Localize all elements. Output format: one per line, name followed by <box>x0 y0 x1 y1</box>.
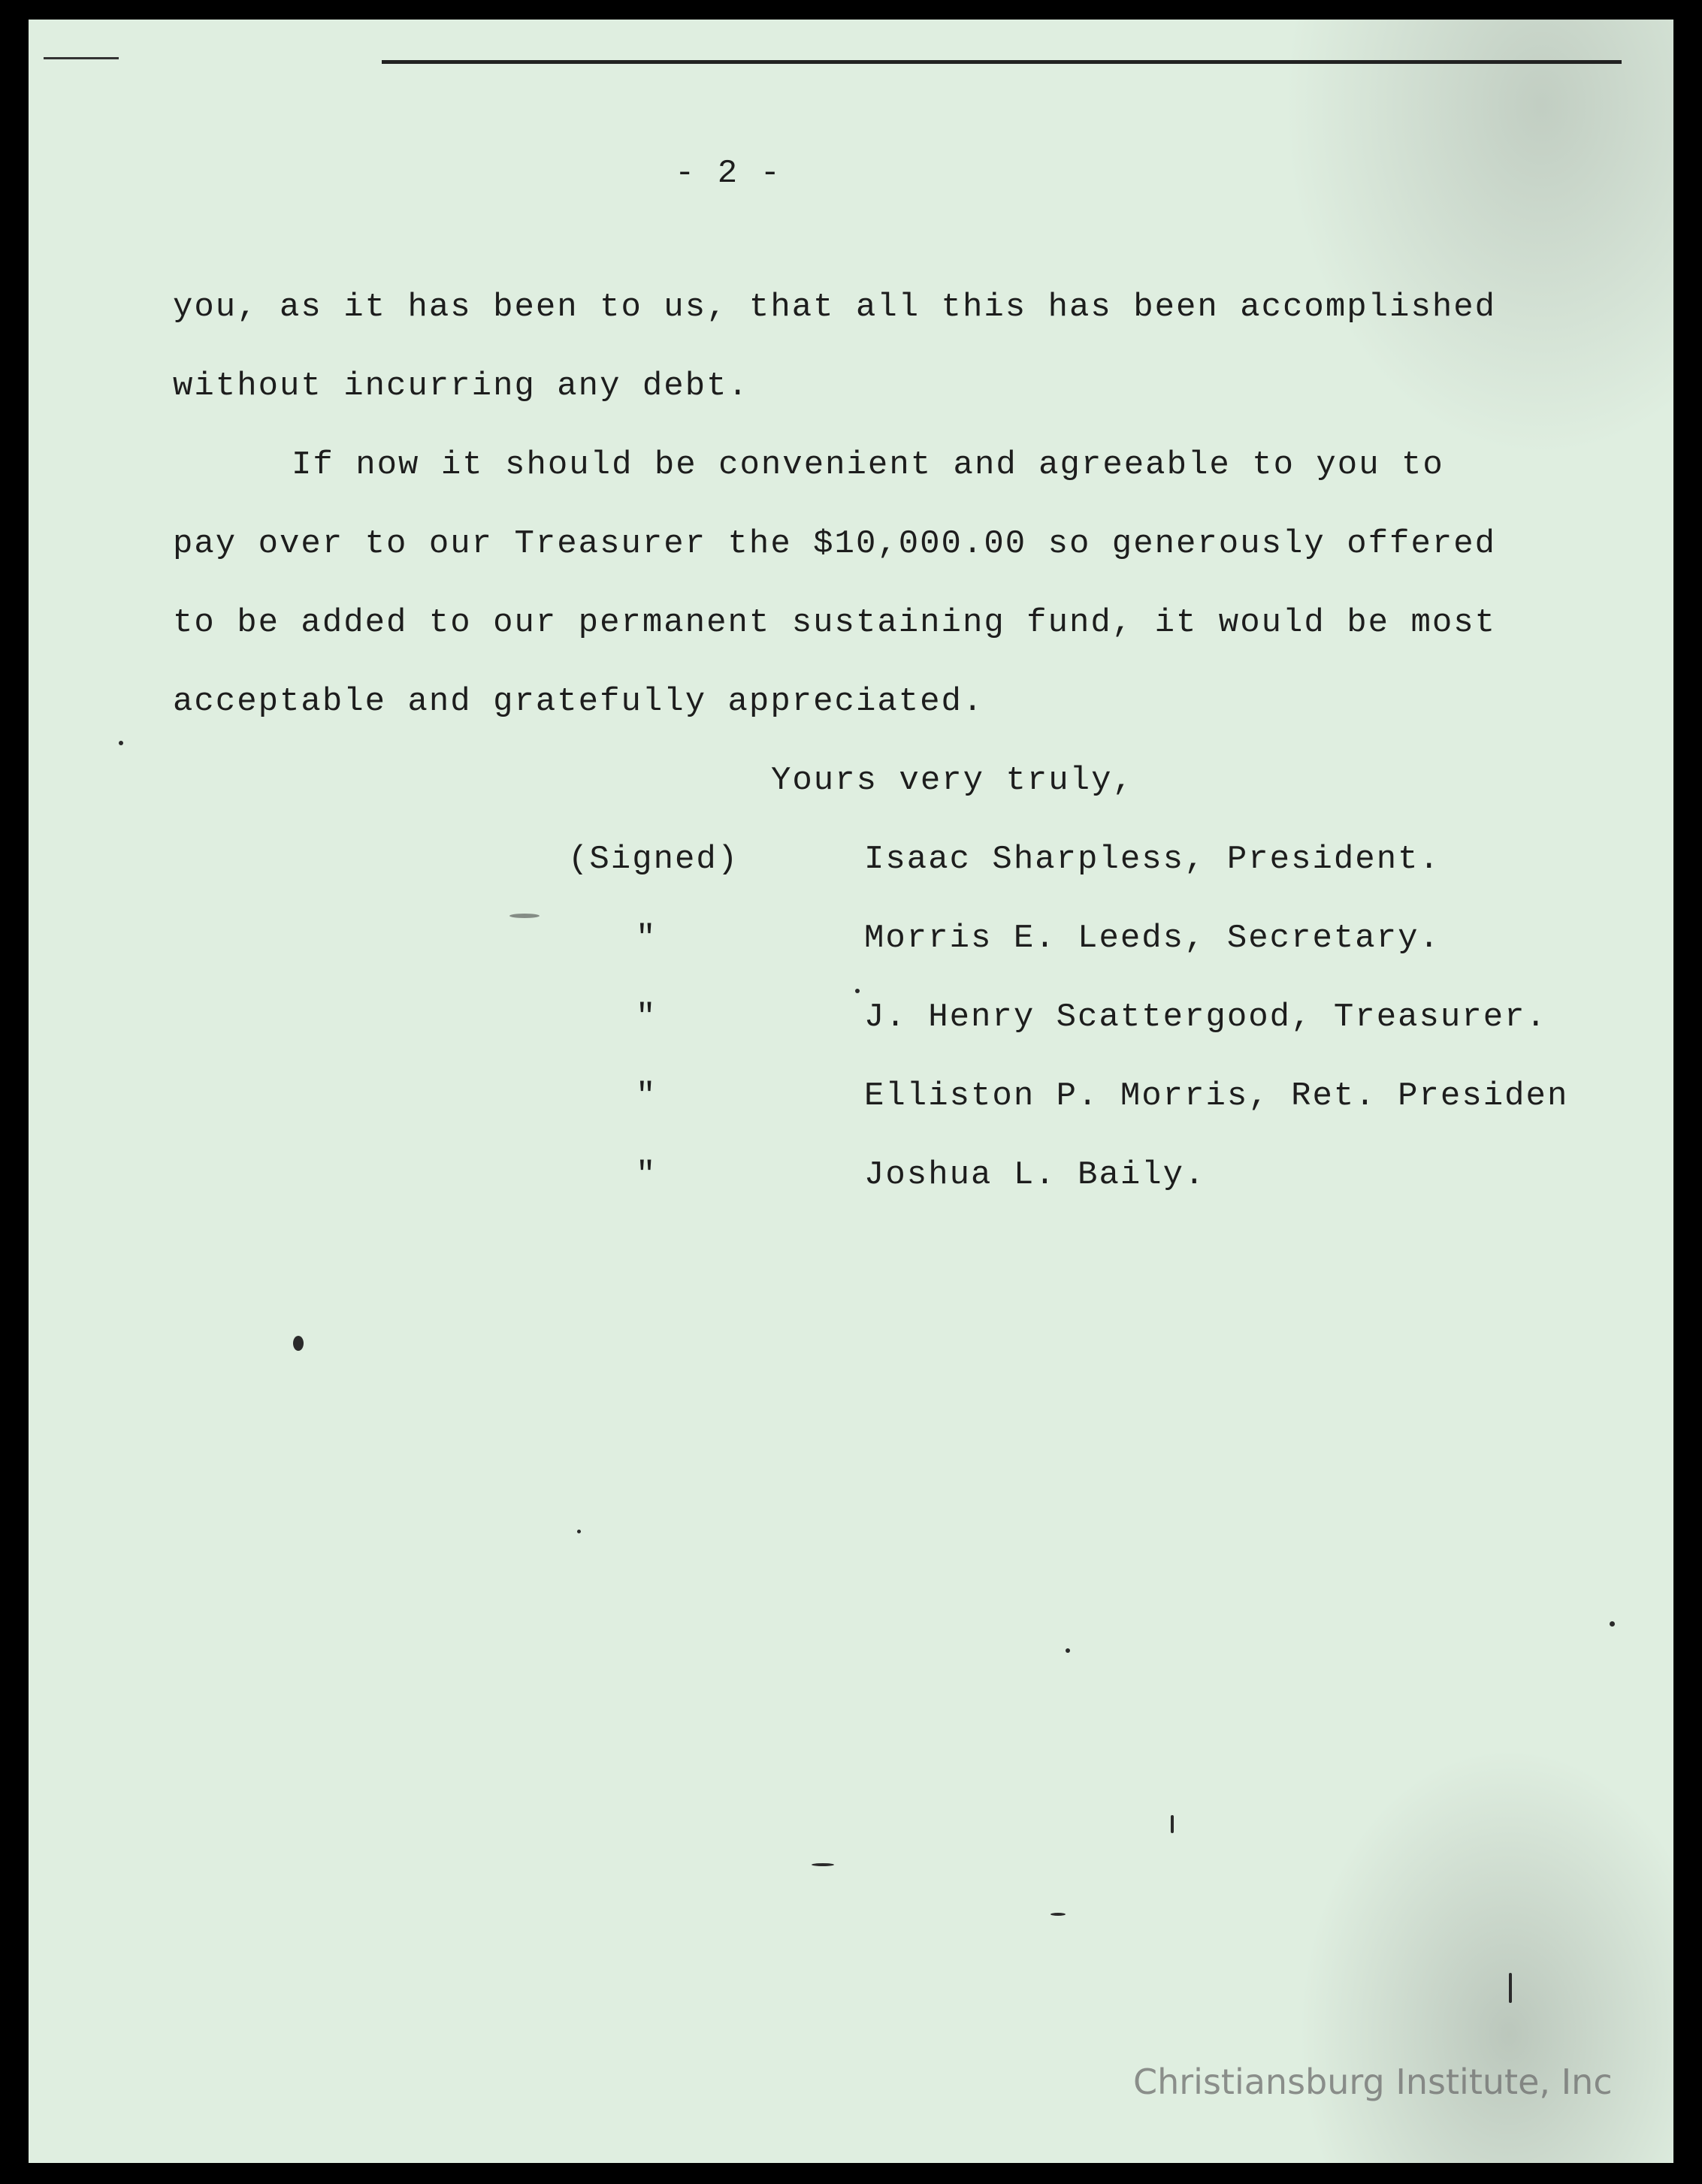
body-line-3: If now it should be convenient and agreeable to you to <box>292 446 1444 484</box>
signatory-treasurer: J. Henry Scattergood, Treasurer. <box>864 998 1547 1036</box>
scan-speck <box>855 989 860 993</box>
scan-speck <box>1051 1913 1066 1916</box>
body-line-4: pay over to our Treasurer the $10,000.00 so generously offered <box>173 525 1497 563</box>
scan-speck <box>1509 1973 1512 2003</box>
watermark: Christiansburg Institute, Inc <box>1133 2062 1613 2102</box>
scan-speck <box>509 914 540 918</box>
scan-speck <box>1171 1815 1174 1833</box>
scan-speck <box>1066 1648 1070 1653</box>
top-edge-mark <box>44 57 119 59</box>
top-rule-line <box>382 60 1622 64</box>
ditto-mark: " <box>636 998 658 1036</box>
scan-speck <box>119 741 123 745</box>
scan-speck <box>577 1530 581 1533</box>
scan-speck <box>1610 1621 1615 1627</box>
body-line-5: to be added to our permanent sustaining fund, it would be most <box>173 604 1497 642</box>
ditto-mark: " <box>636 1156 658 1194</box>
document-page <box>29 20 1673 2163</box>
signatory-president: Isaac Sharpless, President. <box>864 841 1441 878</box>
signed-label: (Signed) <box>568 841 739 878</box>
signatory-joshua-baily: Joshua L. Baily. <box>864 1156 1206 1194</box>
scan-speck <box>293 1336 304 1351</box>
body-line-6: acceptable and gratefully appreciated. <box>173 683 984 720</box>
body-line-1: you, as it has been to us, that all this has been accomplished <box>173 288 1497 326</box>
ditto-mark: " <box>636 920 658 957</box>
signatory-retired-president: Elliston P. Morris, Ret. Presiden <box>864 1077 1569 1115</box>
ditto-mark: " <box>636 1077 658 1115</box>
body-line-2: without incurring any debt. <box>173 367 749 405</box>
scan-speck <box>812 1863 834 1866</box>
signatory-secretary: Morris E. Leeds, Secretary. <box>864 920 1441 957</box>
closing-salutation: Yours very truly, <box>771 762 1134 799</box>
page-number: - 2 - <box>675 155 782 192</box>
